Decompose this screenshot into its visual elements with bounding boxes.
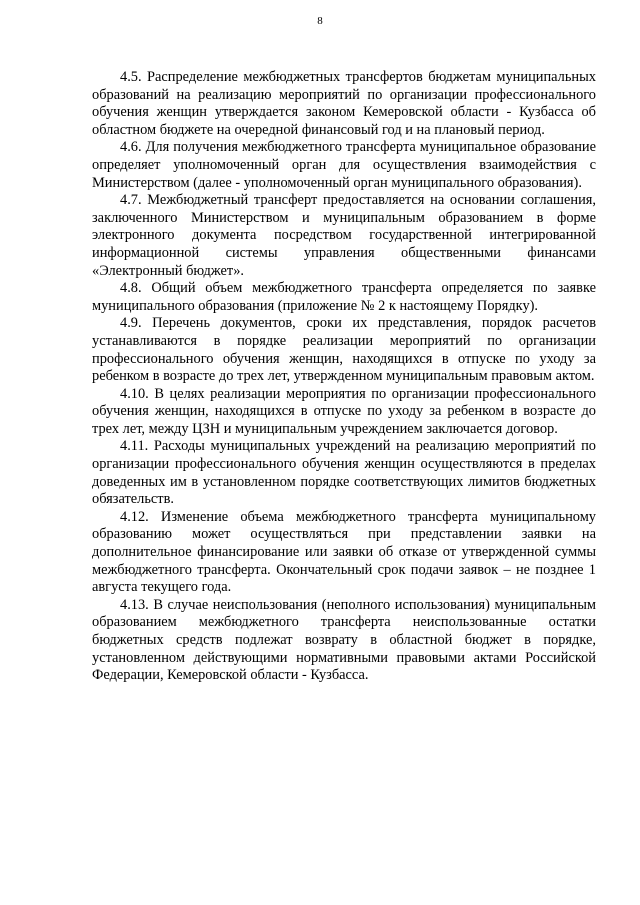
- page-number: 8: [317, 15, 323, 27]
- paragraph-4-7: 4.7. Межбюджетный трансферт предоставляется на основании соглашения, заключенного Министерством и муниципальным образованием в форме электронного документа посредством государственной интегрированной информационной системы управления общественными финансами «Электронный бюджет».: [92, 192, 596, 279]
- paragraph-4-11: 4.11. Расходы муниципальных учреждений на реализацию мероприятий по организации профессионального обучения женщин осуществляются в пределах доведенных им в установленном порядке соответствующих лимитов бюджетных обязательств.: [92, 438, 596, 508]
- paragraph-4-9: 4.9. Перечень документов, сроки их представления, порядок расчетов устанавливаются в порядке реализации мероприятий по организации профессионального обучения женщин, находящихся в отпуске по уходу за ребенком в возрасте до трех лет, утвержденном муниципальным правовым актом.: [92, 315, 596, 385]
- paragraph-4-12: 4.12. Изменение объема межбюджетного трансферта муниципальному образованию может осуществляться при представлении заявки на дополнительное финансирование или заявки об отказе от утвержденной суммы межбюджетного трансферта. Окончательный срок подачи заявок – не позднее 1 августа текущего года.: [92, 508, 596, 596]
- paragraph-4-8: 4.8. Общий объем межбюджетного трансферта определяется по заявке муниципального образования (приложение № 2 к настоящему Порядку).: [92, 280, 596, 314]
- paragraph-4-13: 4.13. В случае неиспользования (неполного использования) муниципальным образованием межбюджетного трансферта неиспользованные остатки бюджетных средств подлежат возврату в областной бюджет в порядке, установленном действующими нормативными правовыми актами Российской Федерации, Кемеровской области - Кузбасса.: [92, 596, 596, 684]
- paragraph-4-5: 4.5. Распределение межбюджетных трансфертов бюджетам муниципальных образований на реализацию мероприятий по организации профессионального обучения женщин утверждается законом Кемеровской области - Кузбасса об областном бюджете на очередной финансовый год и на плановый период.: [92, 69, 596, 138]
- paragraph-4-10: 4.10. В целях реализации мероприятия по организации профессионального обучения женщин, находящихся в отпуске по уходу за ребенком в возрасте до трех лет, между ЦЗН и муниципальным учреждением заключается договор.: [92, 385, 596, 437]
- paragraph-4-6: 4.6. Для получения межбюджетного трансферта муниципальное образование определяет уполномоченный орган для осуществления взаимодействия с Министерством (далее - уполномоченный орган муниципального образования).: [92, 139, 596, 191]
- document-body: [92, 69, 596, 685]
